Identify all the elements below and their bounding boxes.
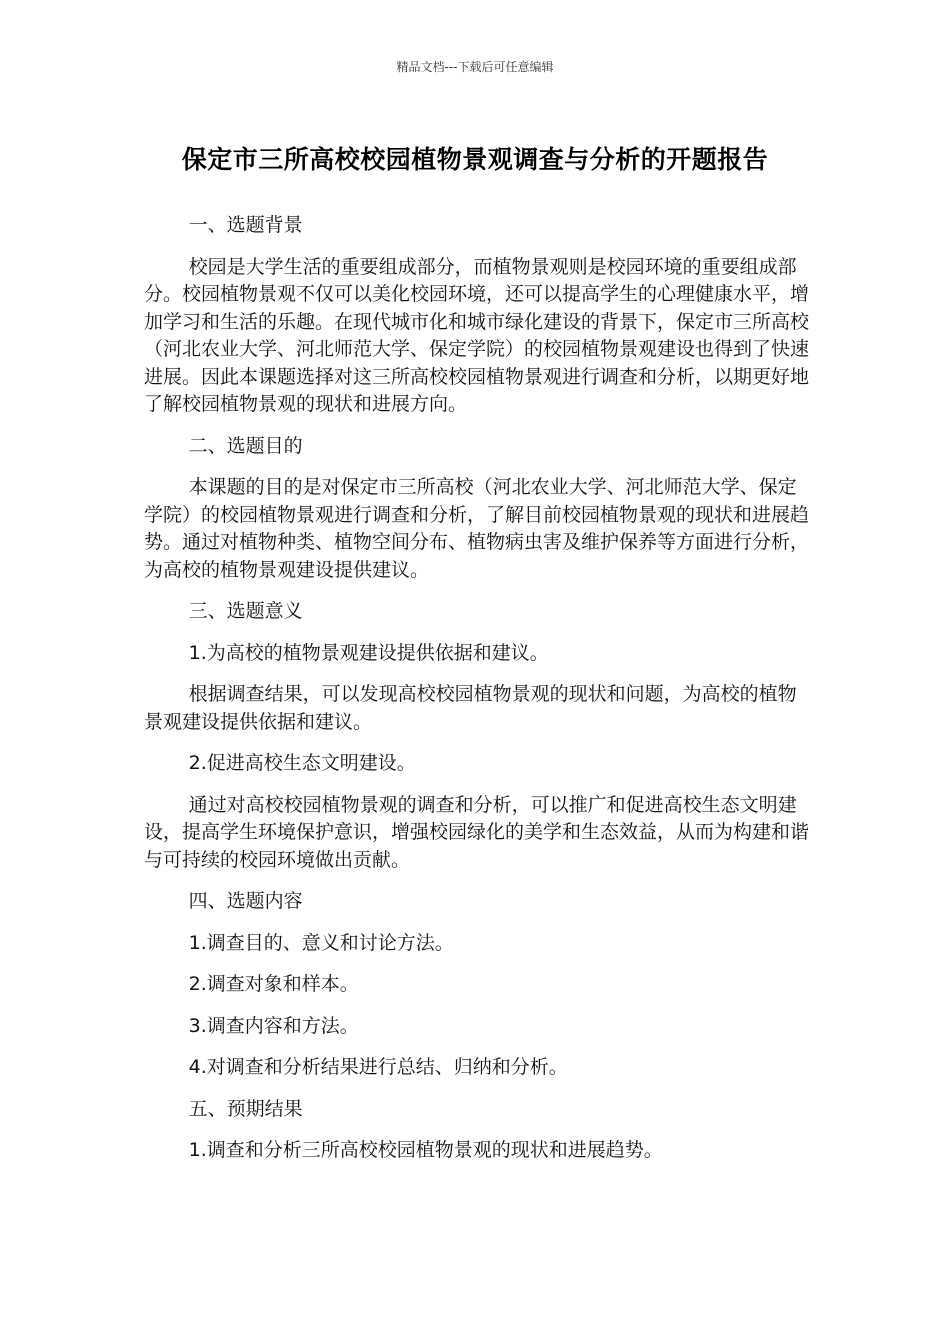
list-item-expected-results-1: 1.调查和分析三所高校校园植物景观的现状和进展趋势。	[188, 1139, 663, 1161]
document-body	[144, 212, 810, 1179]
list-item-content-3: 3.调查内容和方法。	[188, 1014, 359, 1037]
list-item-content-1: 1.调查目的、意义和讨论方法。	[188, 931, 454, 954]
section-heading-background: 一、选题背景	[188, 214, 303, 236]
list-item-significance-2: 2.促进高校生态文明建设。	[188, 752, 416, 774]
section-heading-purpose: 二、选题目的	[188, 434, 303, 457]
list-item-significance-1: 1.为高校的植物景观建设提供依据和建议。	[188, 641, 549, 664]
section-heading-expected-results: 五、预期结果	[188, 1097, 303, 1120]
paragraph-purpose: 本课题的目的是对保定市三所高校（河北农业大学、河北师范大学、保定学院）的校园植物景观进行调查和分析，了解目前校园植物景观的现状和进展趋势。通过对植物种类、植物空间分布、植物病虫害及维护保养等方面进行分析，为高校的植物景观建设提供建议。	[144, 476, 810, 581]
paragraph-significance-2: 通过对高校校园植物景观的调查和分析，可以推广和促进高校生态文明建设，提高学生环境保护意识，增强校园绿化的美学和生态效益，从而为构建和谐与可持续的校园环境做出贡献。	[144, 793, 810, 871]
header-note: 精品文档---下载后可任意编辑	[396, 60, 554, 74]
section-heading-significance: 三、选题意义	[188, 600, 303, 622]
list-item-content-4: 4.对调查和分析结果进行总结、归纳和分析。	[188, 1056, 568, 1078]
paragraph-significance-1: 根据调查结果，可以发现高校校园植物景观的现状和问题，为高校的植物景观建设提供依据和建议。	[144, 683, 797, 733]
paragraph-background: 校园是大学生活的重要组成部分，而植物景观则是校园环境的重要组成部分。校园植物景观不仅可以美化校园环境，还可以提高学生的心理健康水平，增加学习和生活的乐趣。在现代城市化和城市绿化建设的背景下，保定市三所高校（河北农业大学、河北师范大学、保定学院）的校园植物景观建设也得到了快速进展。因此本课题选择对这三所高校校园植物景观进行调查和分析，以期更好地了解校园植物景观的现状和进展方向。	[144, 255, 810, 415]
list-item-content-2: 2.调查对象和样本。	[188, 973, 359, 995]
section-heading-content: 四、选题内容	[188, 890, 303, 912]
document-title: 保定市三所高校校园植物景观调查与分析的开题报告	[181, 145, 769, 174]
